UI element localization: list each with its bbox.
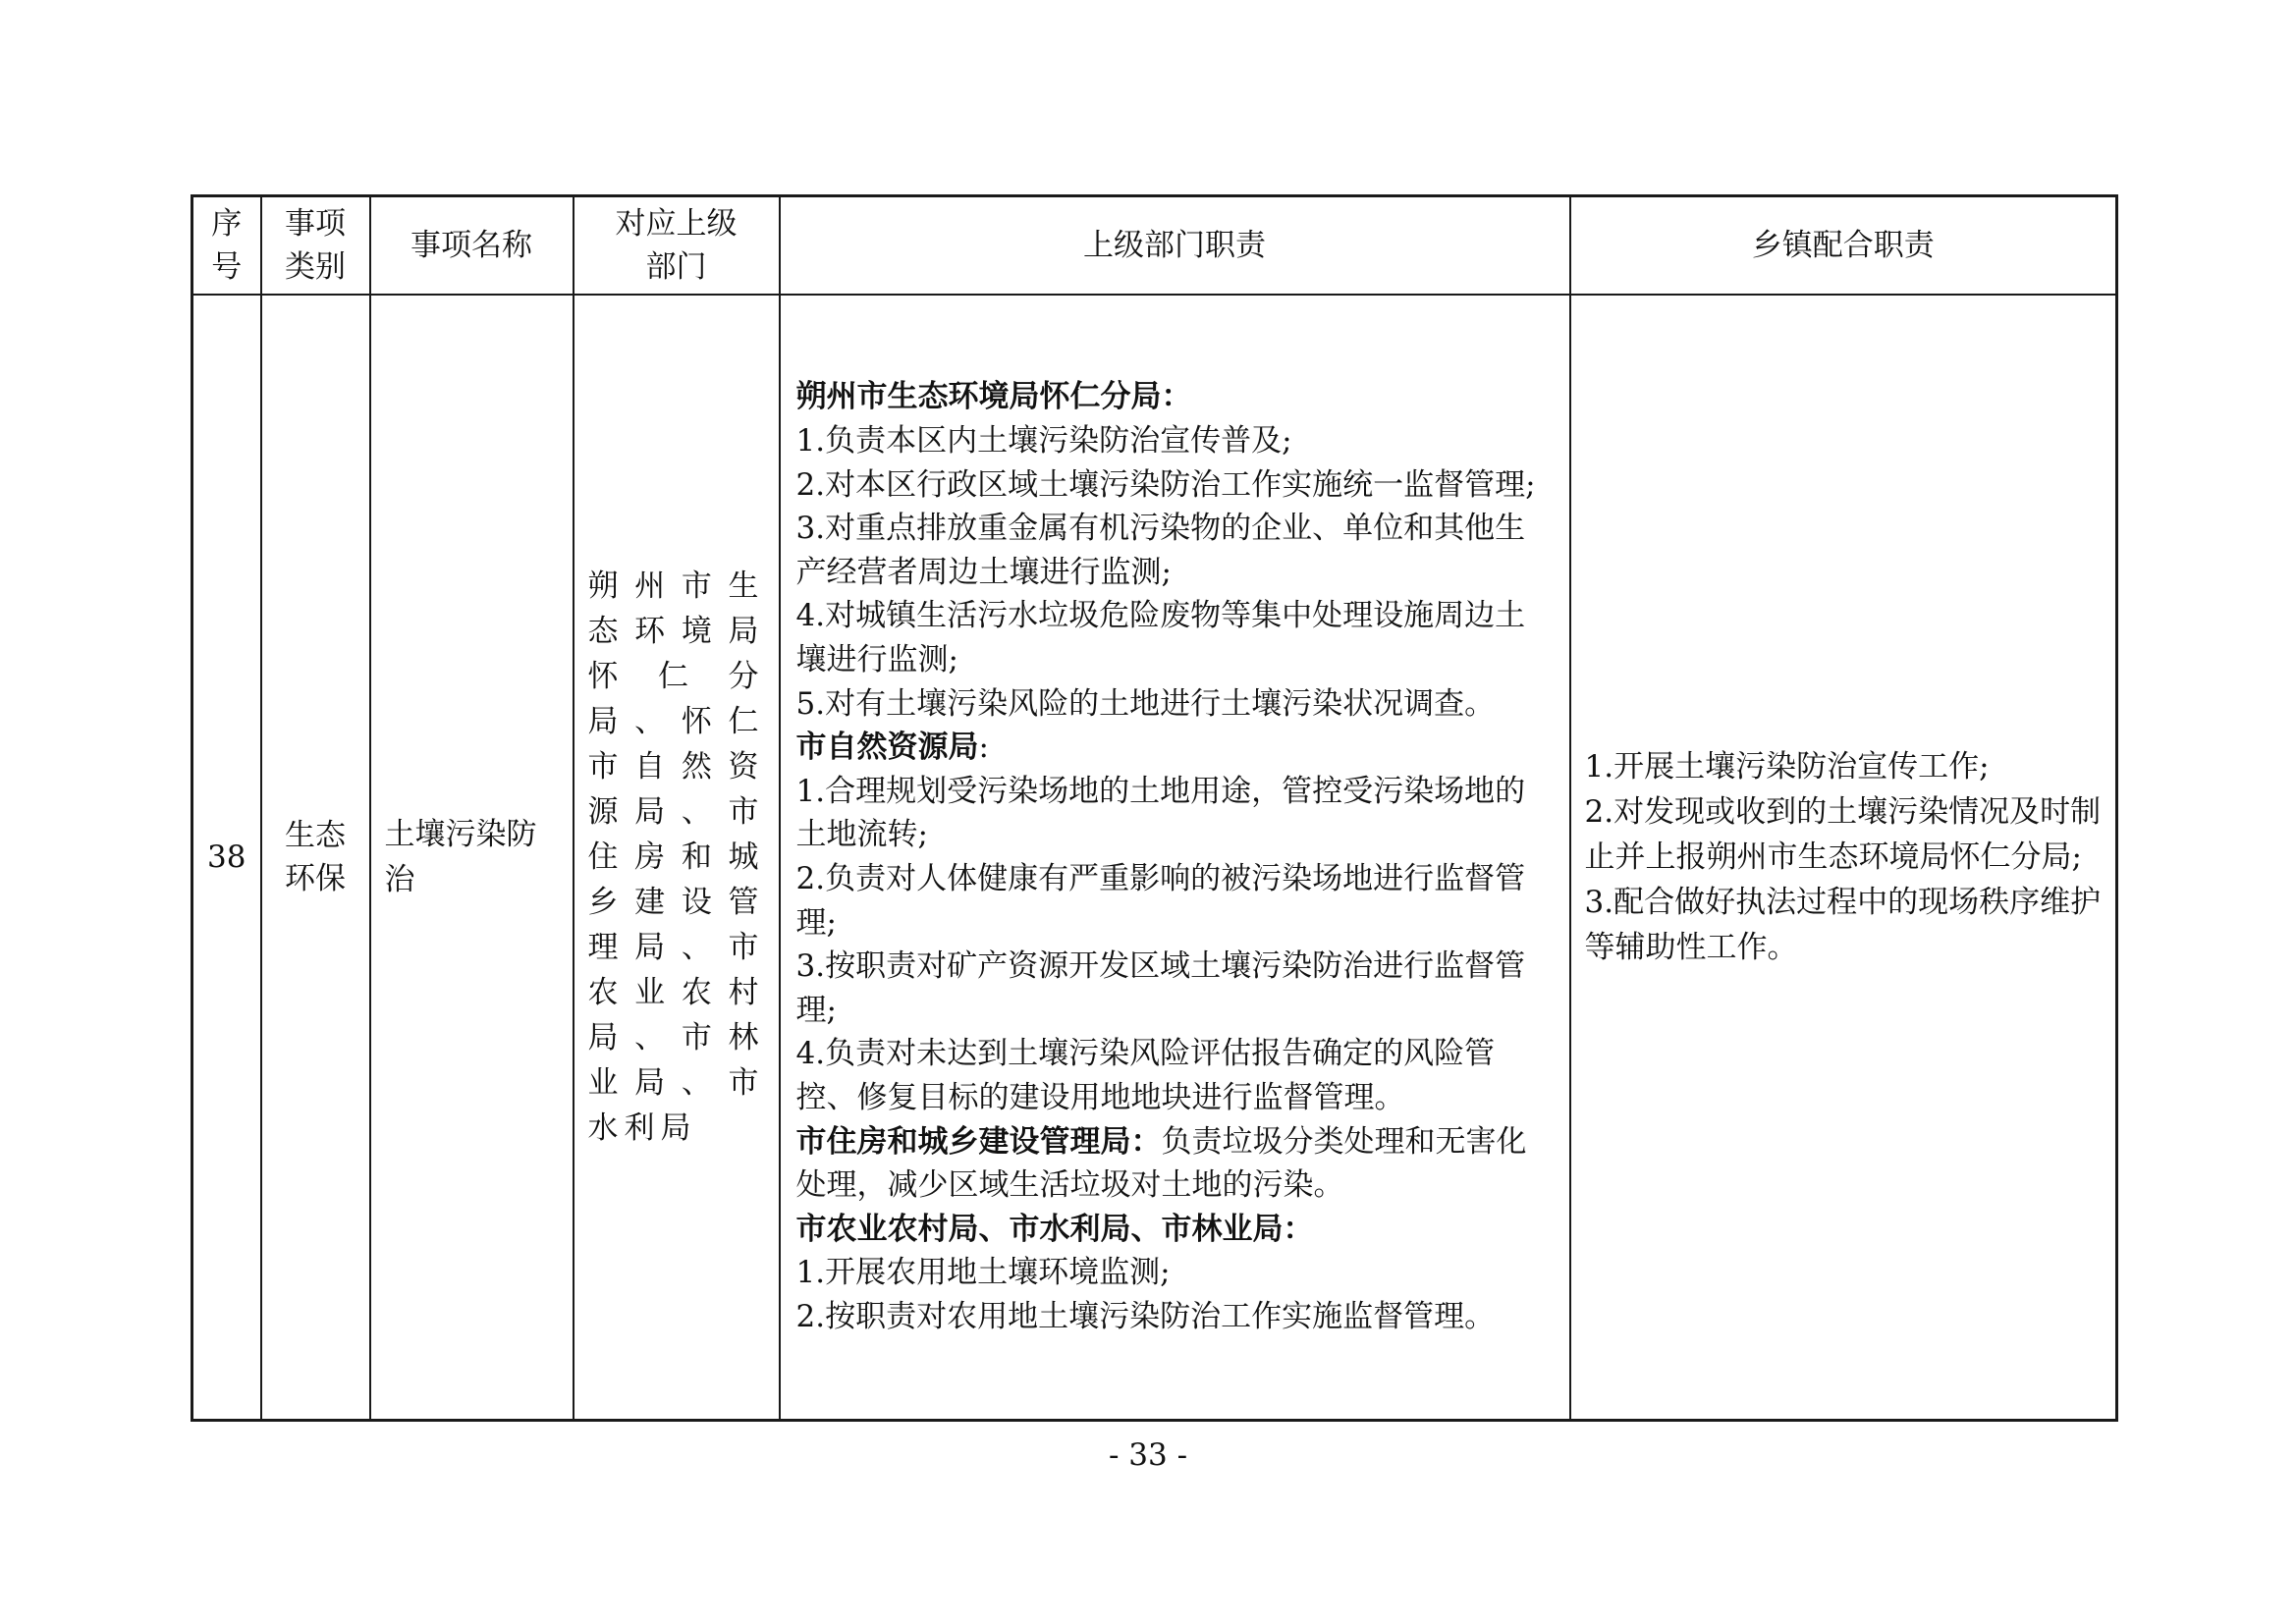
cell-seq: 38 (192, 295, 261, 1421)
header-category: 事项类别 (261, 196, 370, 296)
duty-b1-item: 4.对城镇生活污水垃圾危险废物等集中处理设施周边土壤进行监测; (795, 598, 1526, 678)
duty-b4-item: 2.按职责对农用地土壤污染防治工作实施监督管理。 (795, 1298, 1496, 1334)
duty-b3-title: 市住房和城乡建设管理局： (795, 1123, 1162, 1160)
duty-b4-title: 市农业农村局、市水利局、市林业局： (795, 1211, 1314, 1247)
cell-duty (780, 295, 1570, 1421)
duty-b4-item: 1.开展农用地土壤环境监测; (795, 1255, 1171, 1291)
duty-b2-title: 市自然资源局 (795, 730, 979, 766)
table-header-row (192, 196, 2117, 296)
page-number: - 33 - (1108, 1437, 1188, 1473)
town-item: 1.开展土壤污染防治宣传工作; (1584, 749, 1990, 784)
duty-b1-item: 1.负责本区内土壤污染防治宣传普及; (795, 423, 1292, 460)
header-seq: 序号 (192, 196, 261, 296)
cell-category: 生态环保 (261, 295, 370, 1421)
duty-b3-block (796, 1120, 1554, 1208)
duty-b2-colon: : (978, 730, 989, 766)
cell-town (1570, 295, 2117, 1421)
duty-b1-item: 2.对本区行政区域土壤污染防治工作实施统一监督管理; (795, 466, 1536, 503)
header-dept: 对应上级部门 (574, 196, 780, 296)
town-item: 2.对发现或收到的土壤污染情况及时制止并上报朔州市生态环境局怀仁分局; (1584, 794, 2102, 875)
duty-b2-item: 4.负责对未达到土壤污染风险评估报告确定的风险管控、修复目标的建设用地地块进行监督管理。 (795, 1036, 1496, 1115)
table-row (192, 295, 2117, 1421)
cell-name: 土壤污染防治 (370, 295, 574, 1421)
town-item: 3.配合做好执法过程中的现场秩序维护等辅助性工作。 (1584, 885, 2102, 965)
duty-b2-heading (796, 726, 1554, 770)
header-duty: 上级部门职责 (780, 196, 1570, 296)
duty-b2-item: 3.按职责对矿产资源开发区域土壤污染防治进行监督管理; (795, 948, 1526, 1028)
header-town: 乡镇配合职责 (1570, 196, 2117, 296)
duty-b2-item: 1.合理规划受污染场地的土地用途，管控受污染场地的土地流转; (795, 773, 1526, 853)
duty-b2-item: 2.负责对人体健康有严重影响的被污染场地进行监督管理; (795, 861, 1526, 941)
responsibility-table (191, 194, 2118, 1422)
duty-b1-item: 5.对有土壤污染风险的土地进行土壤污染状况调查。 (795, 685, 1496, 722)
duty-b1-title: 朔州市生态环境局怀仁分局： (795, 379, 1192, 415)
header-name: 事项名称 (370, 196, 574, 296)
duty-b3-text: 负责垃圾分类处理和无害化处理，减少区域生活垃圾对土地的污染。 (795, 1123, 1527, 1204)
duty-b1-item: 3.对重点排放重金属有机污染物的企业、单位和其他生产经营者周边土壤进行监测; (795, 511, 1526, 590)
cell-dept: 朔州市生态环境局怀仁分局、怀仁市自然资源局、市住房和城乡建设管理局、市农业农村局、市林业局、市水利局 (574, 295, 780, 1421)
